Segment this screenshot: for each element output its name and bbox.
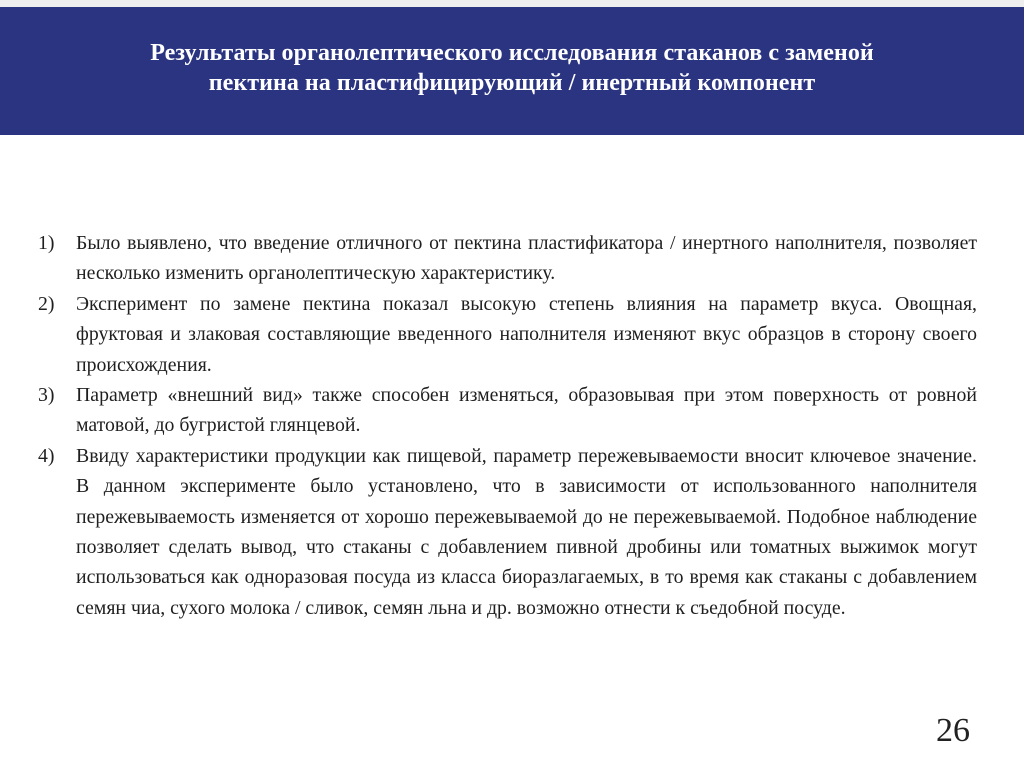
findings-list (38, 228, 977, 623)
list-item (38, 289, 977, 380)
list-item-number: 4) (38, 444, 55, 467)
slide-title-line-1: Результаты органолептического исследования стаканов с заменой (150, 40, 874, 66)
list-item (38, 228, 977, 289)
list-item (38, 380, 977, 441)
list-item (38, 441, 977, 623)
top-rule (0, 0, 1024, 7)
list-item-text: Параметр «внешний вид» также способен изменяться, образовывая при этом поверхность от ровной матовой, до бугристой глянцевой. (76, 384, 977, 437)
slide-title-line-2: пектина на пластифицирующий / инертный компонент (208, 70, 816, 96)
list-item-text: Было выявлено, что введение отличного от пектина пластификатора / инертного наполнителя, позволяет несколько изменить органолептическую характеристику. (76, 232, 977, 285)
title-banner (0, 7, 1024, 135)
list-item-number: 3) (38, 384, 55, 407)
page-number: 26 (936, 712, 970, 749)
list-item-text: Эксперимент по замене пектина показал высокую степень влияния на параметр вкуса. Овощная, фруктовая и злаковая составляющие введенного наполнителя изменяют вкус образцов в сторону своего происхождения. (76, 292, 977, 376)
list-item-number: 2) (38, 292, 55, 315)
slide-title (0, 38, 1024, 98)
slide-body (38, 228, 977, 623)
list-item-number: 1) (38, 232, 55, 254)
list-item-text: Ввиду характеристики продукции как пищевой, параметр пережевываемости вносит ключевое значение. В данном эксперименте было установлено, что в зависимости от использованного наполнителя пережевываемость изменяется от хорошо пережевываемой до не пережевываемой. Подобное наблюдение позволяет сделать вывод, что стаканы с добавлением пивной дробины или томатных выжимок могут использоваться как одноразовая посуда из класса биоразлагаемых, в то время как стаканы с добавлением семян чиа, сухого молока / сливок, семян льна и др. возможно отнести к съедобной посуде. (76, 444, 977, 619)
